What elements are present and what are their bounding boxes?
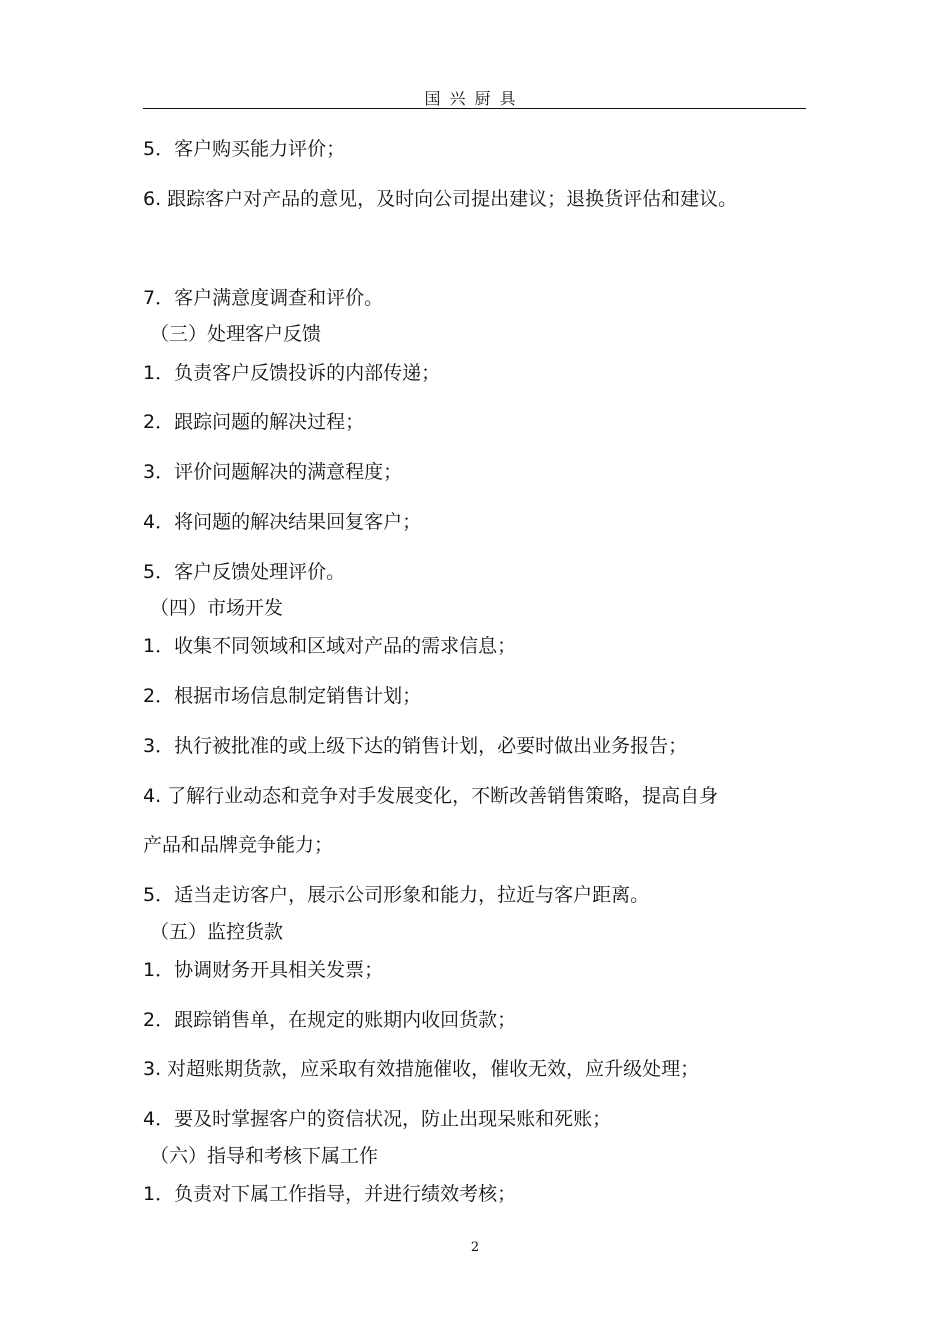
list-item: 2．根据市场信息制定销售计划； (143, 685, 422, 707)
list-item: 1．负责对下属工作指导，并进行绩效考核； (143, 1183, 517, 1205)
list-item: 2．跟踪销售单，在规定的账期内收回货款； (143, 1009, 517, 1031)
list-item: 4．将问题的解决结果回复客户； (143, 511, 422, 533)
list-item: 2．跟踪问题的解决过程； (143, 411, 365, 433)
list-item: 1．协调财务开具相关发票； (143, 959, 384, 981)
section-heading: （五）监控货款 (150, 921, 284, 943)
page-header: 国兴厨具 (424, 89, 525, 108)
header-rule (143, 108, 806, 109)
list-item: 1．负责客户反馈投诉的内部传递； (143, 362, 441, 384)
list-item: 4．要及时掌握客户的资信状况，防止出现呆账和死账； (143, 1108, 612, 1130)
list-item: 1．收集不同领域和区域对产品的需求信息； (143, 635, 517, 657)
section-heading: （三）处理客户反馈 (150, 323, 322, 345)
list-item: 6. 跟踪客户对产品的意见，及时向公司提出建议；退换货评估和建议。 (143, 188, 738, 210)
list-item-continuation: 产品和品牌竞争能力； (143, 834, 334, 856)
list-item: 4. 了解行业动态和竞争对手发展变化，不断改善销售策略，提高自身 (143, 785, 719, 807)
list-item: 3．执行被批准的或上级下达的销售计划，必要时做出业务报告； (143, 735, 688, 757)
list-item: 5．客户购买能力评价； (143, 138, 346, 160)
page-number: 2 (470, 1240, 480, 1255)
list-item: 5．适当走访客户，展示公司形象和能力，拉近与客户距离。 (143, 884, 650, 906)
list-item: 3. 对超账期货款，应采取有效措施催收，催收无效，应升级处理； (143, 1058, 700, 1080)
list-item: 5．客户反馈处理评价。 (143, 561, 346, 583)
list-item: 7．客户满意度调查和评价。 (143, 287, 384, 309)
section-heading: （六）指导和考核下属工作 (150, 1145, 379, 1167)
section-heading: （四）市场开发 (150, 597, 284, 619)
list-item: 3．评价问题解决的满意程度； (143, 461, 403, 483)
